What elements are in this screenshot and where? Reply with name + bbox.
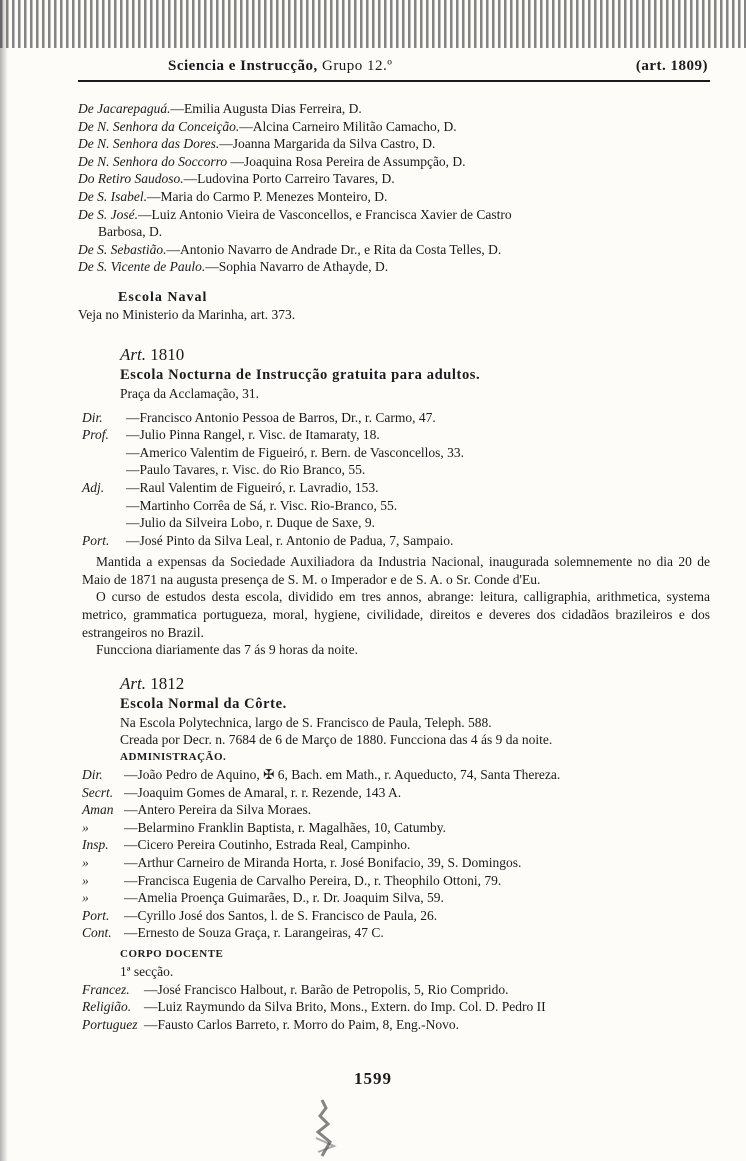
staff-text: —Amelia Proença Guimarães, D., r. Dr. Joaquim Silva, 59. — [124, 890, 444, 906]
article-paragraph — [82, 588, 710, 641]
page-content — [78, 56, 710, 1033]
staff-row — [82, 907, 710, 925]
scan-left-edge — [0, 0, 8, 1161]
list-item-text: Barbosa, D. — [98, 224, 163, 240]
escola-naval-reference: Veja no Ministerio da Marinha, art. 373. — [78, 306, 296, 322]
list-item-name: De Jacarepaguá. — [78, 101, 171, 116]
staff-row — [82, 1016, 710, 1034]
staff-role: Insp. — [82, 837, 109, 853]
staff-row — [82, 532, 710, 550]
staff-text: —Luiz Raymundo da Silva Brito, Mons., Extern. do Imp. Col. D. Pedro II — [144, 999, 546, 1015]
staff-role: Religião. — [82, 999, 132, 1015]
article-label: Art. — [120, 344, 146, 364]
article-line: Na Escola Polytechnica, largo de S. Francisco de Paula, Teleph. 588. — [120, 714, 492, 730]
staff-role: Dir. — [82, 767, 103, 783]
article-address: Praça da Acclamação, 31. — [120, 385, 260, 401]
staff-row — [82, 889, 710, 907]
paragraph-text: O curso de estudos desta escola, dividido em tres annos, abrange: leitura, calligraphia, arithmetica, systema metrico, grammatica portugueza, moral, hygiene, civilidade, direitos e deveres dos cidadãos brazileiros e dos estrangeiros no Brazil. — [82, 589, 710, 640]
staff-role: Dir. — [82, 409, 103, 425]
staff-role: » — [82, 819, 89, 835]
list-item — [78, 100, 710, 118]
list-item — [78, 206, 710, 224]
article-number — [120, 673, 710, 695]
article-label: Art. — [120, 673, 146, 693]
schools-list — [78, 100, 710, 276]
staff-list — [82, 409, 710, 550]
article-number-value: 1812 — [150, 673, 185, 693]
list-item-name: De N. Senhora das Dores. — [78, 136, 220, 152]
staff-role: Secrt. — [82, 784, 114, 800]
list-item-text: —Joaquina Rosa Pereira de Assumpção, D. — [227, 153, 466, 169]
staff-role — [82, 497, 126, 515]
staff-row — [82, 784, 710, 802]
list-item-continuation — [78, 223, 710, 241]
paragraph-text: Funcciona diariamente das 7 ás 9 horas da noite. — [96, 642, 359, 658]
article-paragraph — [82, 553, 710, 588]
staff-role: Port. — [82, 532, 110, 548]
list-item — [78, 153, 710, 171]
staff-text: —Paulo Tavares, r. Visc. do Rio Branco, 55. — [126, 462, 366, 478]
list-item-name: De S. Sebastião. — [78, 241, 167, 257]
list-item — [78, 188, 710, 206]
list-item-name: De N. Senhora da Conceição. — [78, 118, 240, 134]
staff-text: —Arthur Carneiro de Miranda Horta, r. José Bonifacio, 39, S. Domingos. — [124, 855, 522, 870]
list-item-text: —Joanna Margarida da Silva Castro, D. — [219, 136, 436, 152]
staff-text: —Julio Pinna Rangel, r. Visc. de Itamaraty, 18. — [126, 427, 380, 443]
list-item-name: Do Retiro Saudoso. — [78, 171, 184, 187]
escola-naval-title: Escola Naval — [118, 289, 208, 305]
page-number: 1599 — [354, 1069, 392, 1088]
list-item-name: De S. Isabel. — [78, 188, 147, 204]
staff-role: Prof. — [82, 427, 109, 443]
list-item — [78, 170, 710, 188]
staff-text: —José Francisco Halbout, r. Barão de Petropolis, 5, Rio Comprido. — [144, 981, 509, 997]
admin-list — [82, 766, 710, 942]
staff-text: —Francisco Antonio Pessoa de Barros, Dr., r. Carmo, 47. — [126, 409, 436, 425]
header-article-ref: (art. 1809) — [635, 58, 708, 74]
running-header — [78, 56, 710, 82]
staff-role: Portuguez — [82, 1016, 138, 1032]
staff-text: —Martinho Corrêa de Sá, r. Visc. Rio-Branco, 55. — [126, 497, 398, 513]
article-number — [120, 344, 710, 366]
staff-role: Francez. — [82, 981, 130, 997]
article-paragraph — [82, 641, 710, 659]
article-1810 — [78, 344, 710, 659]
article-title: Escola Nocturna de Instrucção gratuita para adultos. — [120, 366, 481, 383]
staff-row — [82, 801, 710, 819]
staff-text: —Francisca Eugenia de Carvalho Pereira, D., r. Theophilo Ottoni, 79. — [124, 872, 502, 888]
list-item-name: De S. Vicente de Paulo. — [78, 259, 206, 275]
header-title — [168, 58, 392, 75]
article-1812 — [78, 673, 710, 1034]
list-item-text: —Emilia Augusta Dias Ferreira, D. — [170, 101, 362, 116]
staff-row — [82, 766, 710, 784]
list-item — [78, 241, 710, 259]
staff-row — [82, 426, 710, 444]
staff-row — [82, 409, 710, 427]
list-item-text: —Ludovina Porto Carreiro Tavares, D. — [183, 171, 395, 187]
staff-role: » — [82, 872, 89, 888]
corpo-docente-heading: CORPO DOCENTE — [120, 947, 224, 960]
list-item-text: —Alcina Carneiro Militão Camacho, D. — [239, 118, 457, 134]
docentes-list — [82, 981, 710, 1034]
staff-text: —Cicero Pereira Coutinho, Estrada Real, Campinho. — [124, 837, 411, 853]
list-item — [78, 118, 710, 136]
staff-row — [82, 819, 710, 837]
list-item-text: —Maria do Carmo P. Menezes Monteiro, D. — [146, 188, 388, 204]
staff-row — [82, 461, 710, 479]
staff-role: Cont. — [82, 925, 112, 941]
list-item — [78, 258, 710, 276]
staff-text: —Raul Valentim de Figueiró, r. Lavradio, 153. — [126, 479, 379, 495]
list-item — [78, 135, 710, 153]
staff-role: Adj. — [82, 479, 105, 495]
staff-role — [82, 514, 126, 532]
scan-top-noise — [0, 0, 746, 48]
admin-heading: ADMINISTRAÇÃO. — [120, 751, 227, 764]
list-item-name: De S. José. — [78, 206, 138, 222]
staff-row — [82, 998, 710, 1016]
ink-smudge — [308, 1098, 342, 1158]
staff-row — [82, 924, 710, 942]
staff-text: —Julio da Silveira Lobo, r. Duque de Saxe, 9. — [126, 515, 375, 531]
staff-text: —Cyrillo José dos Santos, l. de S. Francisco de Paula, 26. — [124, 907, 438, 923]
staff-text: —Joaquim Gomes de Amaral, r. r. Rezende, 143 A. — [124, 784, 402, 800]
list-item-text: —Sophia Navarro de Athayde, D. — [205, 259, 389, 275]
staff-role — [82, 444, 126, 462]
staff-row — [82, 981, 710, 999]
staff-row — [82, 479, 710, 497]
paragraph-text: Mantida a expensas da Sociedade Auxiliadora da Industria Nacional, inaugurada solemnemente no dia 20 de Maio de 1871 na augusta presença de S. M. o Imperador e de S. A. o Sr. Conde d'Eu. — [82, 554, 710, 587]
staff-row — [82, 497, 710, 515]
seccao-label: 1ª secção. — [120, 963, 174, 979]
staff-role: » — [82, 890, 89, 906]
staff-row — [82, 444, 710, 462]
staff-row — [82, 514, 710, 532]
header-group: Grupo 12.º — [321, 58, 393, 74]
article-title: Escola Normal da Côrte. — [120, 695, 287, 712]
list-item-text: —Luiz Antonio Vieira de Vasconcellos, e Francisca Xavier de Castro — [137, 206, 512, 222]
list-item-text: —Antonio Navarro de Andrade Dr., e Rita da Costa Telles, D. — [166, 241, 502, 257]
list-item-name: De N. Senhora do Soccorro — [78, 153, 228, 169]
article-line: Creada por Decr. n. 7684 de 6 de Março de 1880. Funcciona das 4 ás 9 da noite. — [120, 732, 553, 748]
staff-row — [82, 854, 710, 872]
staff-text: —Ernesto de Souza Graça, r. Larangeiras, 47 C. — [124, 925, 384, 941]
staff-role: Port. — [82, 907, 110, 923]
staff-role — [82, 461, 126, 479]
header-title-text: Sciencia e Instrucção, — [168, 58, 318, 74]
staff-text: —José Pinto da Silva Leal, r. Antonio de Padua, 7, Sampaio. — [126, 532, 454, 548]
article-number-value: 1810 — [150, 344, 185, 364]
staff-role: Aman — [82, 802, 114, 818]
staff-row — [82, 872, 710, 890]
staff-text: —Antero Pereira da Silva Moraes. — [124, 802, 312, 818]
staff-text: —Americo Valentim de Figueiró, r. Bern. de Vasconcellos, 33. — [126, 444, 465, 460]
staff-role: » — [82, 855, 89, 870]
staff-text: —Belarmino Franklin Baptista, r. Magalhães, 10, Catumby. — [124, 819, 446, 835]
staff-row — [82, 836, 710, 854]
staff-text: —Fausto Carlos Barreto, r. Morro do Paim, 8, Eng.-Novo. — [144, 1016, 459, 1032]
staff-text: —João Pedro de Aquino, ✠ 6, Bach. em Math., r. Aqueducto, 74, Santa Thereza. — [124, 767, 561, 783]
